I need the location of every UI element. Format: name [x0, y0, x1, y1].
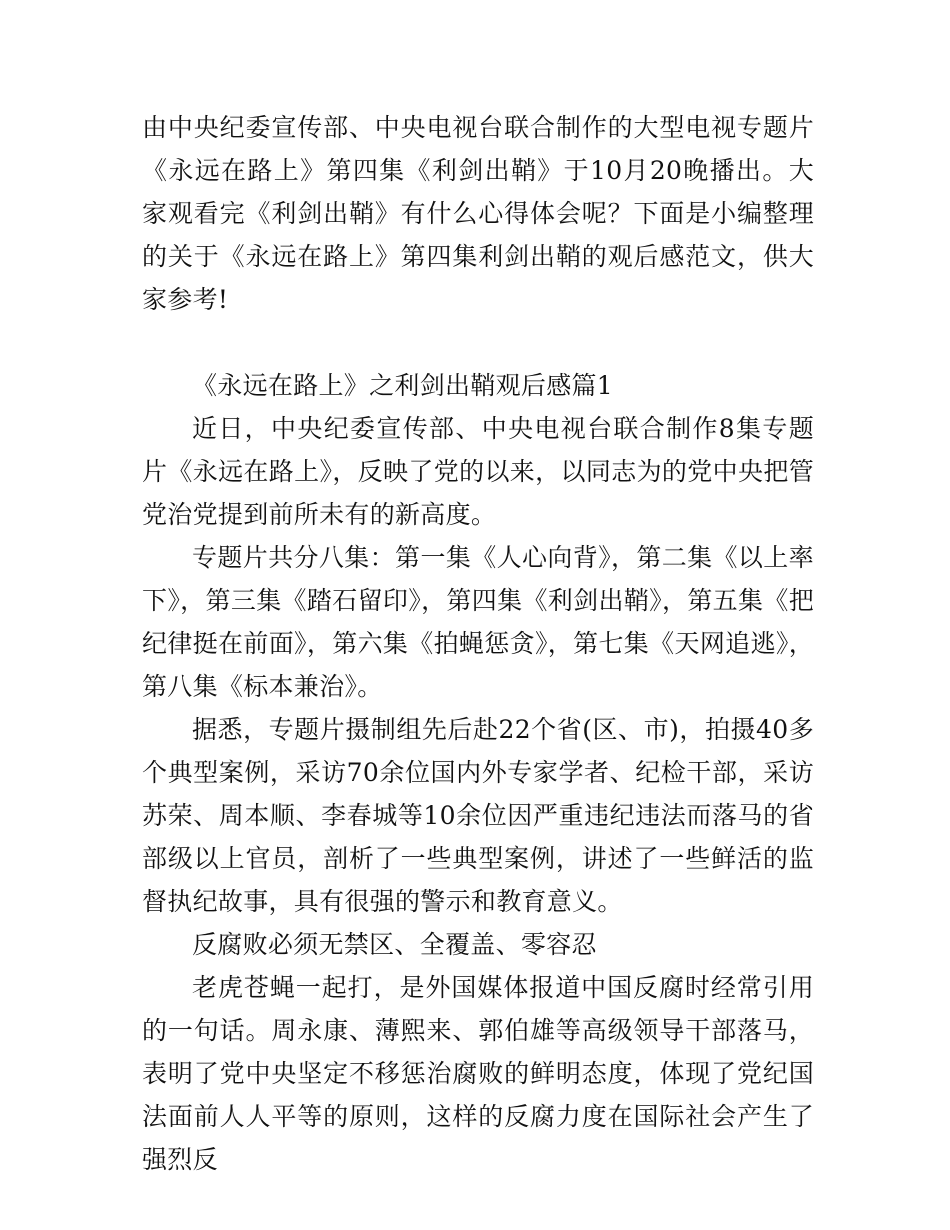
body-paragraph-4: 老虎苍蝇一起打，是外国媒体报道中国反腐时经常引用的一句话。周永康、薄熙来、郭伯雄等高级领导干部落马，表明了党中央坚定不移惩治腐败的鲜明态度，体现了党纪国法面前人人平等的原则，这样的反腐力度在国际社会产生了强烈反	[142, 973, 814, 1174]
body-paragraph-2: 专题片共分八集：第一集《人心向背》，第二集《以上率下》，第三集《踏石留印》，第四集《利剑出鞘》，第五集《把纪律挺在前面》，第六集《拍蝇惩贪》，第七集《天网追逃》，第八集《标本兼治》。	[142, 543, 814, 701]
body-paragraph-1: 近日，中央纪委宣传部、中央电视台联合制作8集专题片《永远在路上》，反映了党的以来，以同志为的党中央把管党治党提到前所未有的新高度。	[142, 414, 814, 529]
body-paragraph-3: 据悉，专题片摄制组先后赴22个省(区、市)，拍摄40多个典型案例，采访70余位国内外专家学者、纪检干部，采访苏荣、周本顺、李春城等10余位因严重违纪违法而落马的省部级以上官员，剖析了一些典型案例，讲述了一些鲜活的监督执纪故事，具有很强的警示和教育意义。	[142, 715, 814, 916]
section-subheading: 反腐败必须无禁区、全覆盖、零容忍	[192, 930, 597, 959]
article-heading: 《永远在路上》之利剑出鞘观后感篇1	[192, 371, 614, 400]
intro-paragraph: 由中央纪委宣传部、中央电视台联合制作的大型电视专题片《永远在路上》第四集《利剑出鞘》于10月20晚播出。大家观看完《利剑出鞘》有什么心得体会呢？下面是小编整理的关于《永远在路上》第四集利剑出鞘的观后感范文，供大家参考!	[142, 113, 814, 314]
document-body	[142, 106, 814, 1181]
